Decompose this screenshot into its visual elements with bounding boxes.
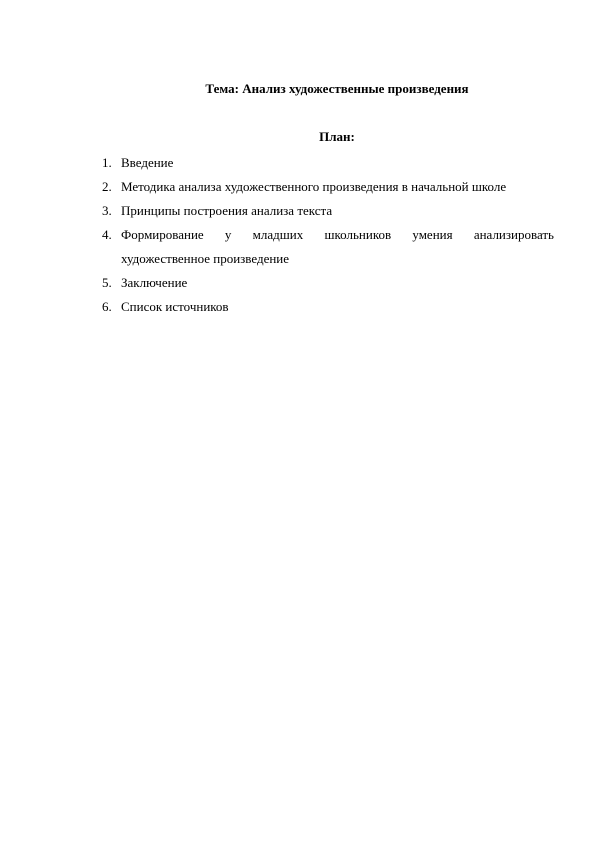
plan-item-text: Список источников [121, 299, 229, 314]
plan-item-number: 5. [102, 275, 112, 290]
plan-item-methodology [102, 175, 554, 199]
document-title: Тема: Анализ художественные произведения [205, 81, 469, 96]
plan-item-text: Заключение [121, 275, 188, 290]
plan-item-number: 4. [102, 227, 112, 242]
plan-item-skills-formation [102, 223, 554, 271]
plan-item-number: 1. [102, 155, 112, 170]
plan-item-number: 3. [102, 203, 112, 218]
plan-list [102, 151, 554, 319]
plan-heading: План: [319, 129, 355, 144]
plan-item-sources [102, 295, 554, 319]
plan-item-text: Принципы построения анализа текста [121, 203, 333, 218]
plan-item-principles [102, 199, 554, 223]
plan-item-number: 6. [102, 299, 112, 314]
plan-item-number: 2. [102, 179, 112, 194]
plan-item-introduction [102, 151, 554, 175]
plan-item-conclusion [102, 271, 554, 295]
plan-item-text: Формирование у младших школьников умения анализировать художественное произведение [121, 227, 554, 266]
plan-item-text: Методика анализа художественного произведения в начальной школе [121, 179, 507, 194]
plan-item-text: Введение [121, 155, 174, 170]
